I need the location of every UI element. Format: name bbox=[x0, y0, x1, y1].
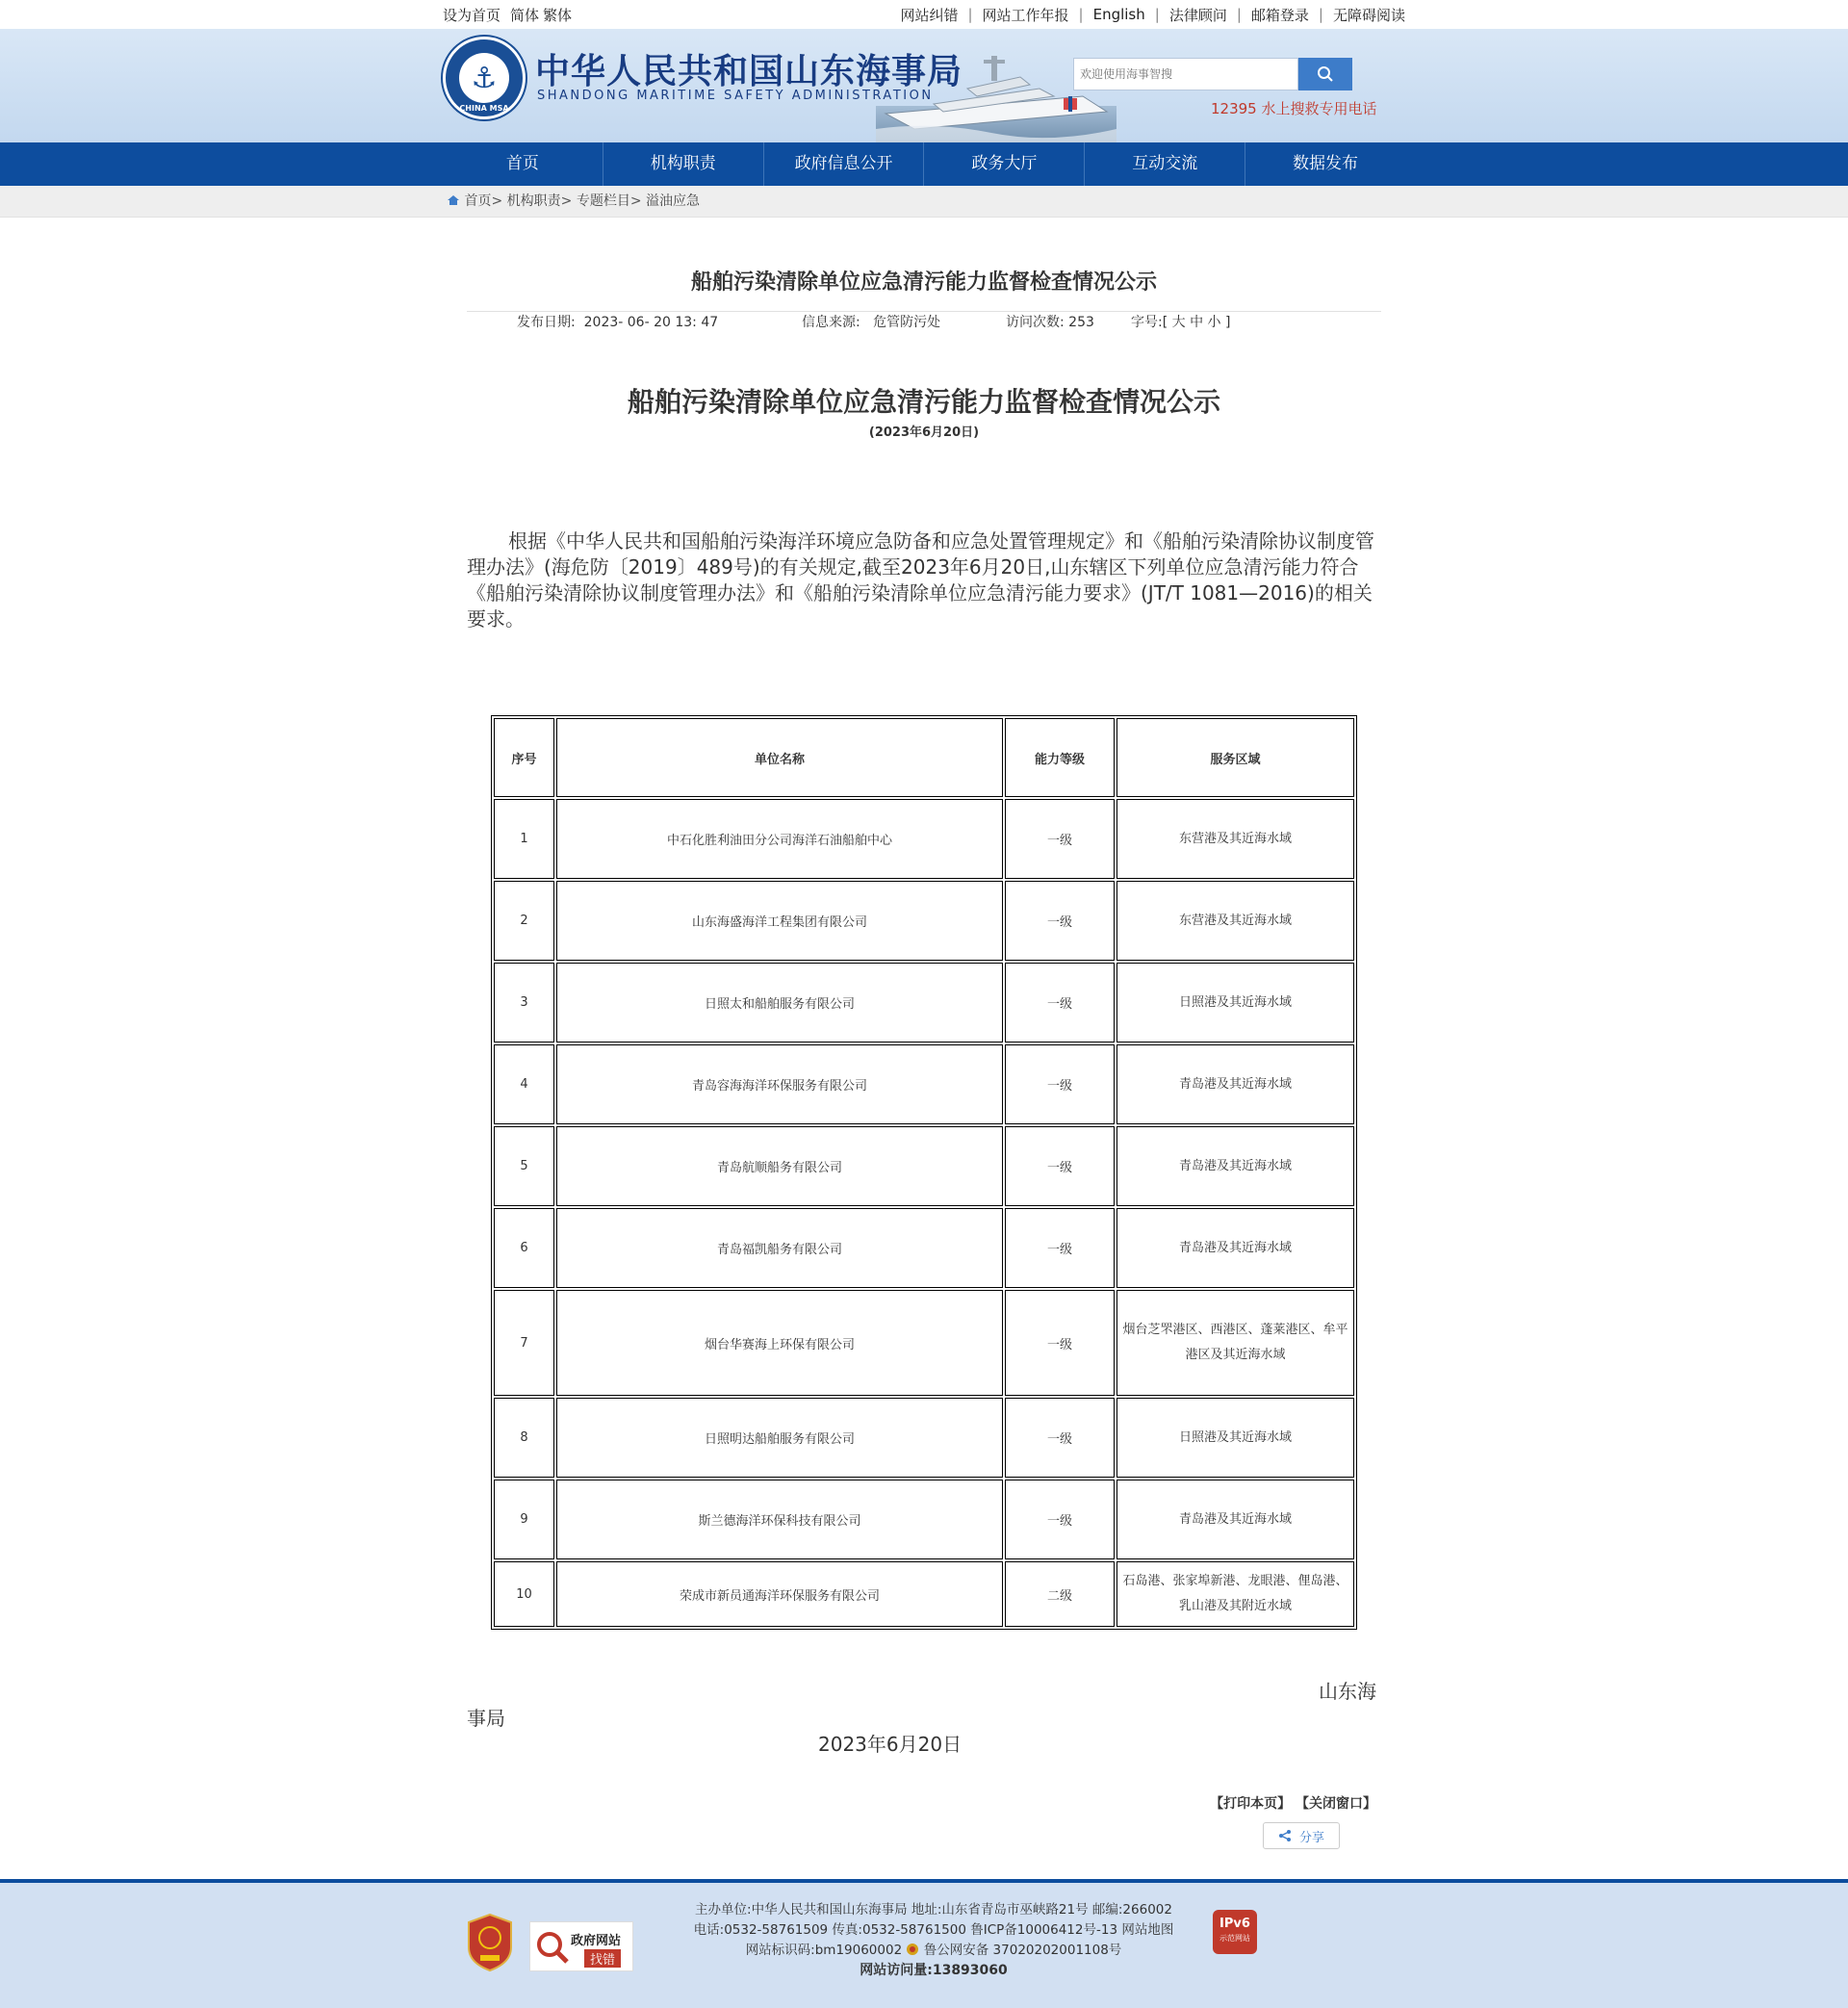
cell-area: 东营港及其近海水域 bbox=[1116, 881, 1354, 961]
nav-data[interactable]: 数据发布 bbox=[1293, 154, 1359, 173]
cell-area: 青岛港及其近海水域 bbox=[1116, 1126, 1354, 1206]
font-size-control: 字号:[ 大 中 小 ] bbox=[1131, 315, 1231, 330]
nav-gov-info[interactable]: 政府信息公开 bbox=[764, 142, 925, 186]
header-name: 单位名称 bbox=[556, 718, 1003, 797]
set-homepage-link[interactable]: 设为首页 bbox=[443, 6, 501, 24]
table-row bbox=[494, 799, 1354, 879]
article-meta bbox=[467, 312, 1381, 354]
visit-count: 访问次数: 253 bbox=[1006, 315, 1094, 330]
document-title: 船舶污染清除单位应急清污能力监督检查情况公示 bbox=[627, 386, 1220, 418]
search-icon bbox=[1317, 65, 1334, 83]
article bbox=[467, 218, 1381, 1813]
table-row bbox=[494, 963, 1354, 1043]
cell-area: 青岛港及其近海水域 bbox=[1116, 1480, 1354, 1559]
cell-no: 1 bbox=[494, 799, 554, 879]
site-id: 网站标识码:bm19060002 bbox=[745, 1943, 903, 1958]
header-level: 能力等级 bbox=[1005, 718, 1115, 797]
breadcrumb-topics[interactable]: 专题栏目 bbox=[576, 193, 630, 209]
cell-no: 9 bbox=[494, 1480, 554, 1559]
cell-area: 青岛港及其近海水域 bbox=[1116, 1208, 1354, 1288]
signature-block bbox=[467, 1676, 1381, 1772]
magnifier-icon bbox=[534, 1929, 571, 1966]
site-title: 中华人民共和国山东海事局 bbox=[535, 51, 963, 91]
breadcrumb-sep: > bbox=[560, 193, 577, 209]
nav-organization[interactable]: 机构职责 bbox=[603, 142, 764, 186]
main-nav bbox=[0, 142, 1848, 186]
anchor-icon: ⚓ bbox=[459, 53, 509, 103]
search-button[interactable] bbox=[1298, 58, 1352, 90]
search-input[interactable] bbox=[1073, 58, 1298, 90]
units-table bbox=[491, 715, 1357, 1630]
cell-area: 东营港及其近海水域 bbox=[1116, 799, 1354, 879]
top-bar bbox=[0, 0, 1848, 29]
site-header bbox=[0, 29, 1848, 142]
police-badge-icon bbox=[906, 1943, 919, 1956]
cell-area: 青岛港及其近海水域 bbox=[1116, 1044, 1354, 1124]
site-visits: 网站访问量:13893060 bbox=[860, 1963, 1008, 1978]
ipv6-badge[interactable] bbox=[1213, 1910, 1257, 1954]
signature-org-part1: 山东海 bbox=[1319, 1680, 1376, 1703]
table-row bbox=[494, 1044, 1354, 1124]
font-large-button[interactable]: 大 bbox=[1171, 315, 1186, 330]
breadcrumb-home[interactable]: 首页 bbox=[464, 193, 492, 209]
font-small-button[interactable]: 小 bbox=[1207, 315, 1221, 330]
gov-site-error-badge[interactable] bbox=[529, 1921, 633, 1971]
divider: | bbox=[1154, 6, 1160, 23]
cell-no: 3 bbox=[494, 963, 554, 1043]
home-icon bbox=[447, 194, 460, 206]
cell-level: 一级 bbox=[1005, 1290, 1115, 1396]
cell-level: 一级 bbox=[1005, 1126, 1115, 1206]
share-label: 分享 bbox=[1298, 1830, 1324, 1845]
footer-line-1: 主办单位:中华人民共和国山东海事局 地址:山东省青岛市巫峡路21号 邮编:266002 bbox=[695, 1902, 1172, 1918]
cell-no: 2 bbox=[494, 881, 554, 961]
breadcrumb-oil-spill[interactable]: 溢油应急 bbox=[646, 193, 701, 209]
site-error-link[interactable]: 网站纠错 bbox=[900, 6, 959, 24]
cell-area: 烟台芝罘港区、西港区、蓬莱港区、牟平港区及其近海水域 bbox=[1116, 1290, 1354, 1396]
signature-org-part2: 事局 bbox=[467, 1707, 505, 1730]
document-body: 根据《中华人民共和国船舶污染海洋环境应急防备和应急处置管理规定》和《船舶污染清除协议制度管理办法》(海危防〔2019〕489号)的有关规定,截至2023年6月20日,山东辖区下列单位应急清污能力符合《船舶污染清除协议制度管理办法》和《船舶污染清除单位应急清污能力要求》(JT/T 1081—2016)的相关要求。 bbox=[467, 529, 1374, 631]
table-row bbox=[494, 1126, 1354, 1206]
cell-area: 石岛港、张家埠新港、龙眼港、俚岛港、乳山港及其附近水域 bbox=[1116, 1561, 1354, 1627]
divider: | bbox=[967, 6, 973, 23]
share-icon bbox=[1278, 1829, 1292, 1842]
share-button[interactable] bbox=[1263, 1822, 1340, 1849]
cell-no: 5 bbox=[494, 1126, 554, 1206]
simplified-link[interactable]: 简体 bbox=[510, 6, 540, 24]
cell-level: 一级 bbox=[1005, 1208, 1115, 1288]
ipv6-label: IPv6 bbox=[1219, 1917, 1250, 1931]
search-bar bbox=[1073, 58, 1352, 90]
nav-home[interactable]: 首页 bbox=[443, 142, 603, 186]
footer-line-2: 电话:0532-58761509 传真:0532-58761500 鲁ICP备10006412号-13 网站地图 bbox=[693, 1922, 1174, 1938]
page-actions bbox=[467, 1793, 1381, 1813]
cell-level: 一级 bbox=[1005, 1044, 1115, 1124]
table-row bbox=[494, 881, 1354, 961]
table-row bbox=[494, 1561, 1354, 1627]
breadcrumb-organization[interactable]: 机构职责 bbox=[506, 193, 561, 209]
header-no: 序号 bbox=[494, 718, 554, 797]
english-link[interactable]: English bbox=[1092, 6, 1145, 23]
divider: | bbox=[1236, 6, 1242, 23]
msa-logo[interactable] bbox=[443, 37, 526, 119]
annual-report-link[interactable]: 网站工作年报 bbox=[982, 6, 1069, 24]
publish-date: 发布日期: 2023- 06- 20 13: 47 bbox=[517, 315, 719, 330]
police-record[interactable]: 鲁公网安备 37020202001108号 bbox=[923, 1943, 1122, 1958]
cell-area: 日照港及其近海水域 bbox=[1116, 963, 1354, 1043]
cell-no: 7 bbox=[494, 1290, 554, 1396]
gov-site-label: 政府网站 bbox=[571, 1934, 622, 1948]
cell-level: 二级 bbox=[1005, 1561, 1115, 1627]
table-row bbox=[494, 1398, 1354, 1478]
table-row bbox=[494, 1208, 1354, 1288]
cell-name: 荣成市新员通海洋环保服务有限公司 bbox=[556, 1561, 1003, 1627]
breadcrumb-sep: > bbox=[629, 193, 647, 209]
rescue-hotline: 12395 水上搜救专用电话 bbox=[1211, 100, 1377, 117]
font-medium-button[interactable]: 中 bbox=[1190, 315, 1204, 330]
close-window-button[interactable]: 【关闭窗口】 bbox=[1296, 1796, 1376, 1812]
footer-info bbox=[654, 1900, 1213, 1981]
site-subtitle: SHANDONG MARITIME SAFETY ADMINISTRATION bbox=[537, 89, 934, 103]
accessibility-link[interactable]: 无障碍阅读 bbox=[1332, 6, 1405, 24]
cell-name: 山东海盛海洋工程集团有限公司 bbox=[556, 881, 1003, 961]
cell-name: 日照太和船舶服务有限公司 bbox=[556, 963, 1003, 1043]
document-date: (2023年6月20日) bbox=[868, 425, 980, 440]
cell-name: 烟台华赛海上环保有限公司 bbox=[556, 1290, 1003, 1396]
cell-name: 青岛福凯船务有限公司 bbox=[556, 1208, 1003, 1288]
top-bar-right bbox=[900, 5, 1405, 25]
table-row bbox=[494, 1290, 1354, 1396]
cell-level: 一级 bbox=[1005, 799, 1115, 879]
cell-area: 日照港及其近海水域 bbox=[1116, 1398, 1354, 1478]
legal-advisor-link[interactable]: 法律顾问 bbox=[1168, 6, 1227, 24]
divider: | bbox=[1318, 6, 1323, 23]
cell-name: 青岛航顺船务有限公司 bbox=[556, 1126, 1003, 1206]
breadcrumb-bar bbox=[0, 186, 1848, 218]
cell-no: 8 bbox=[494, 1398, 554, 1478]
cell-name: 日照明达船舶服务有限公司 bbox=[556, 1398, 1003, 1478]
cell-level: 一级 bbox=[1005, 881, 1115, 961]
cell-name: 中石化胜利油田分公司海洋石油船舶中心 bbox=[556, 799, 1003, 879]
signature-date: 2023年6月20日 bbox=[818, 1733, 962, 1756]
breadcrumb-sep: > bbox=[491, 193, 507, 209]
divider: | bbox=[1078, 6, 1084, 23]
nav-interaction[interactable]: 互动交流 bbox=[1085, 142, 1245, 186]
cell-level: 一级 bbox=[1005, 1398, 1115, 1478]
breadcrumb bbox=[443, 186, 1405, 217]
ipv6-sub-label: 示范网站 bbox=[1219, 1934, 1250, 1943]
site-footer bbox=[0, 1879, 1848, 2008]
article-title: 船舶污染清除单位应急清污能力监督检查情况公示 bbox=[467, 218, 1381, 312]
nav-gov-service[interactable]: 政务大厅 bbox=[924, 142, 1085, 186]
header-area: 服务区域 bbox=[1116, 718, 1354, 797]
cell-no: 6 bbox=[494, 1208, 554, 1288]
logo-text: CHINA MSA bbox=[459, 104, 509, 113]
table-header-row bbox=[494, 718, 1354, 797]
cell-level: 一级 bbox=[1005, 963, 1115, 1043]
cell-no: 4 bbox=[494, 1044, 554, 1124]
party-gov-badge[interactable] bbox=[467, 1913, 513, 1972]
table-row bbox=[494, 1480, 1354, 1559]
cell-level: 一级 bbox=[1005, 1480, 1115, 1559]
mailbox-login-link[interactable]: 邮箱登录 bbox=[1250, 6, 1309, 24]
cell-no: 10 bbox=[494, 1561, 554, 1627]
traditional-link[interactable]: 繁体 bbox=[543, 6, 573, 24]
cell-name: 斯兰德海洋环保科技有限公司 bbox=[556, 1480, 1003, 1559]
info-source: 信息来源: 危管防污处 bbox=[802, 315, 941, 330]
cell-name: 青岛容海海洋环保服务有限公司 bbox=[556, 1044, 1003, 1124]
print-button[interactable]: 【打印本页】 bbox=[1210, 1796, 1292, 1812]
footer-line-3 bbox=[654, 1941, 1213, 1961]
top-bar-left bbox=[443, 5, 581, 25]
find-error-label: 找错 bbox=[584, 1949, 621, 1968]
